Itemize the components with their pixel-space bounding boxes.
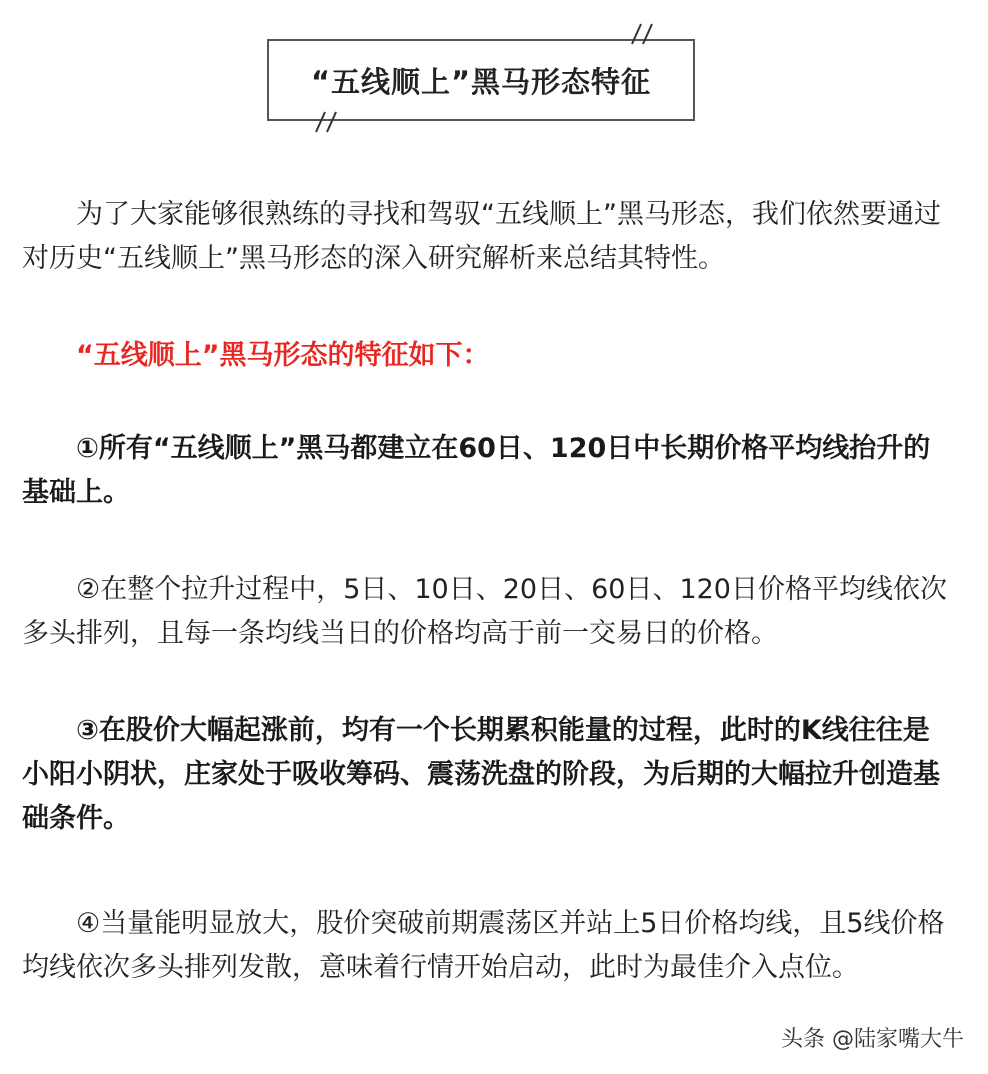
features-heading: “五线顺上”黑马形态的特征如下： xyxy=(76,340,490,371)
feature-item-2: ②在整个拉升过程中，5日、10日、20日、60日、120日价格平均线依次多头排列，且每一条均线当日的价格均高于前一交易日的价格。 xyxy=(22,574,947,649)
feature-item-4: ④当量能明显放大，股价突破前期震荡区并站上5日价格均线，且5线价格均线依次多头排列发散，意味着行情开始启动，此时为最佳介入点位。 xyxy=(22,908,945,983)
page-title: “五线顺上”黑马形态特征 xyxy=(310,64,652,99)
intro-paragraph: 为了大家能够很熟练的寻找和驾驭“五线顺上”黑马形态，我们依然要通过对历史“五线顺上”黑马形态的深入研究解析来总结其特性。 xyxy=(22,199,941,274)
feature-item-1: ①所有“五线顺上”黑马都建立在60日、120日中长期价格平均线抬升的基础上。 xyxy=(22,433,931,508)
double-slash-decoration xyxy=(312,110,342,134)
watermark: 头条 @陆家嘴大牛 xyxy=(781,1027,964,1052)
double-slash-decoration xyxy=(628,22,658,46)
feature-item-3: ③在股价大幅起涨前，均有一个长期累积能量的过程，此时的K线往往是小阳小阴状，庄家处于吸收筹码、震荡洗盘的阶段，为后期的大幅拉升创造基础条件。 xyxy=(22,715,940,834)
title-frame xyxy=(267,39,695,121)
